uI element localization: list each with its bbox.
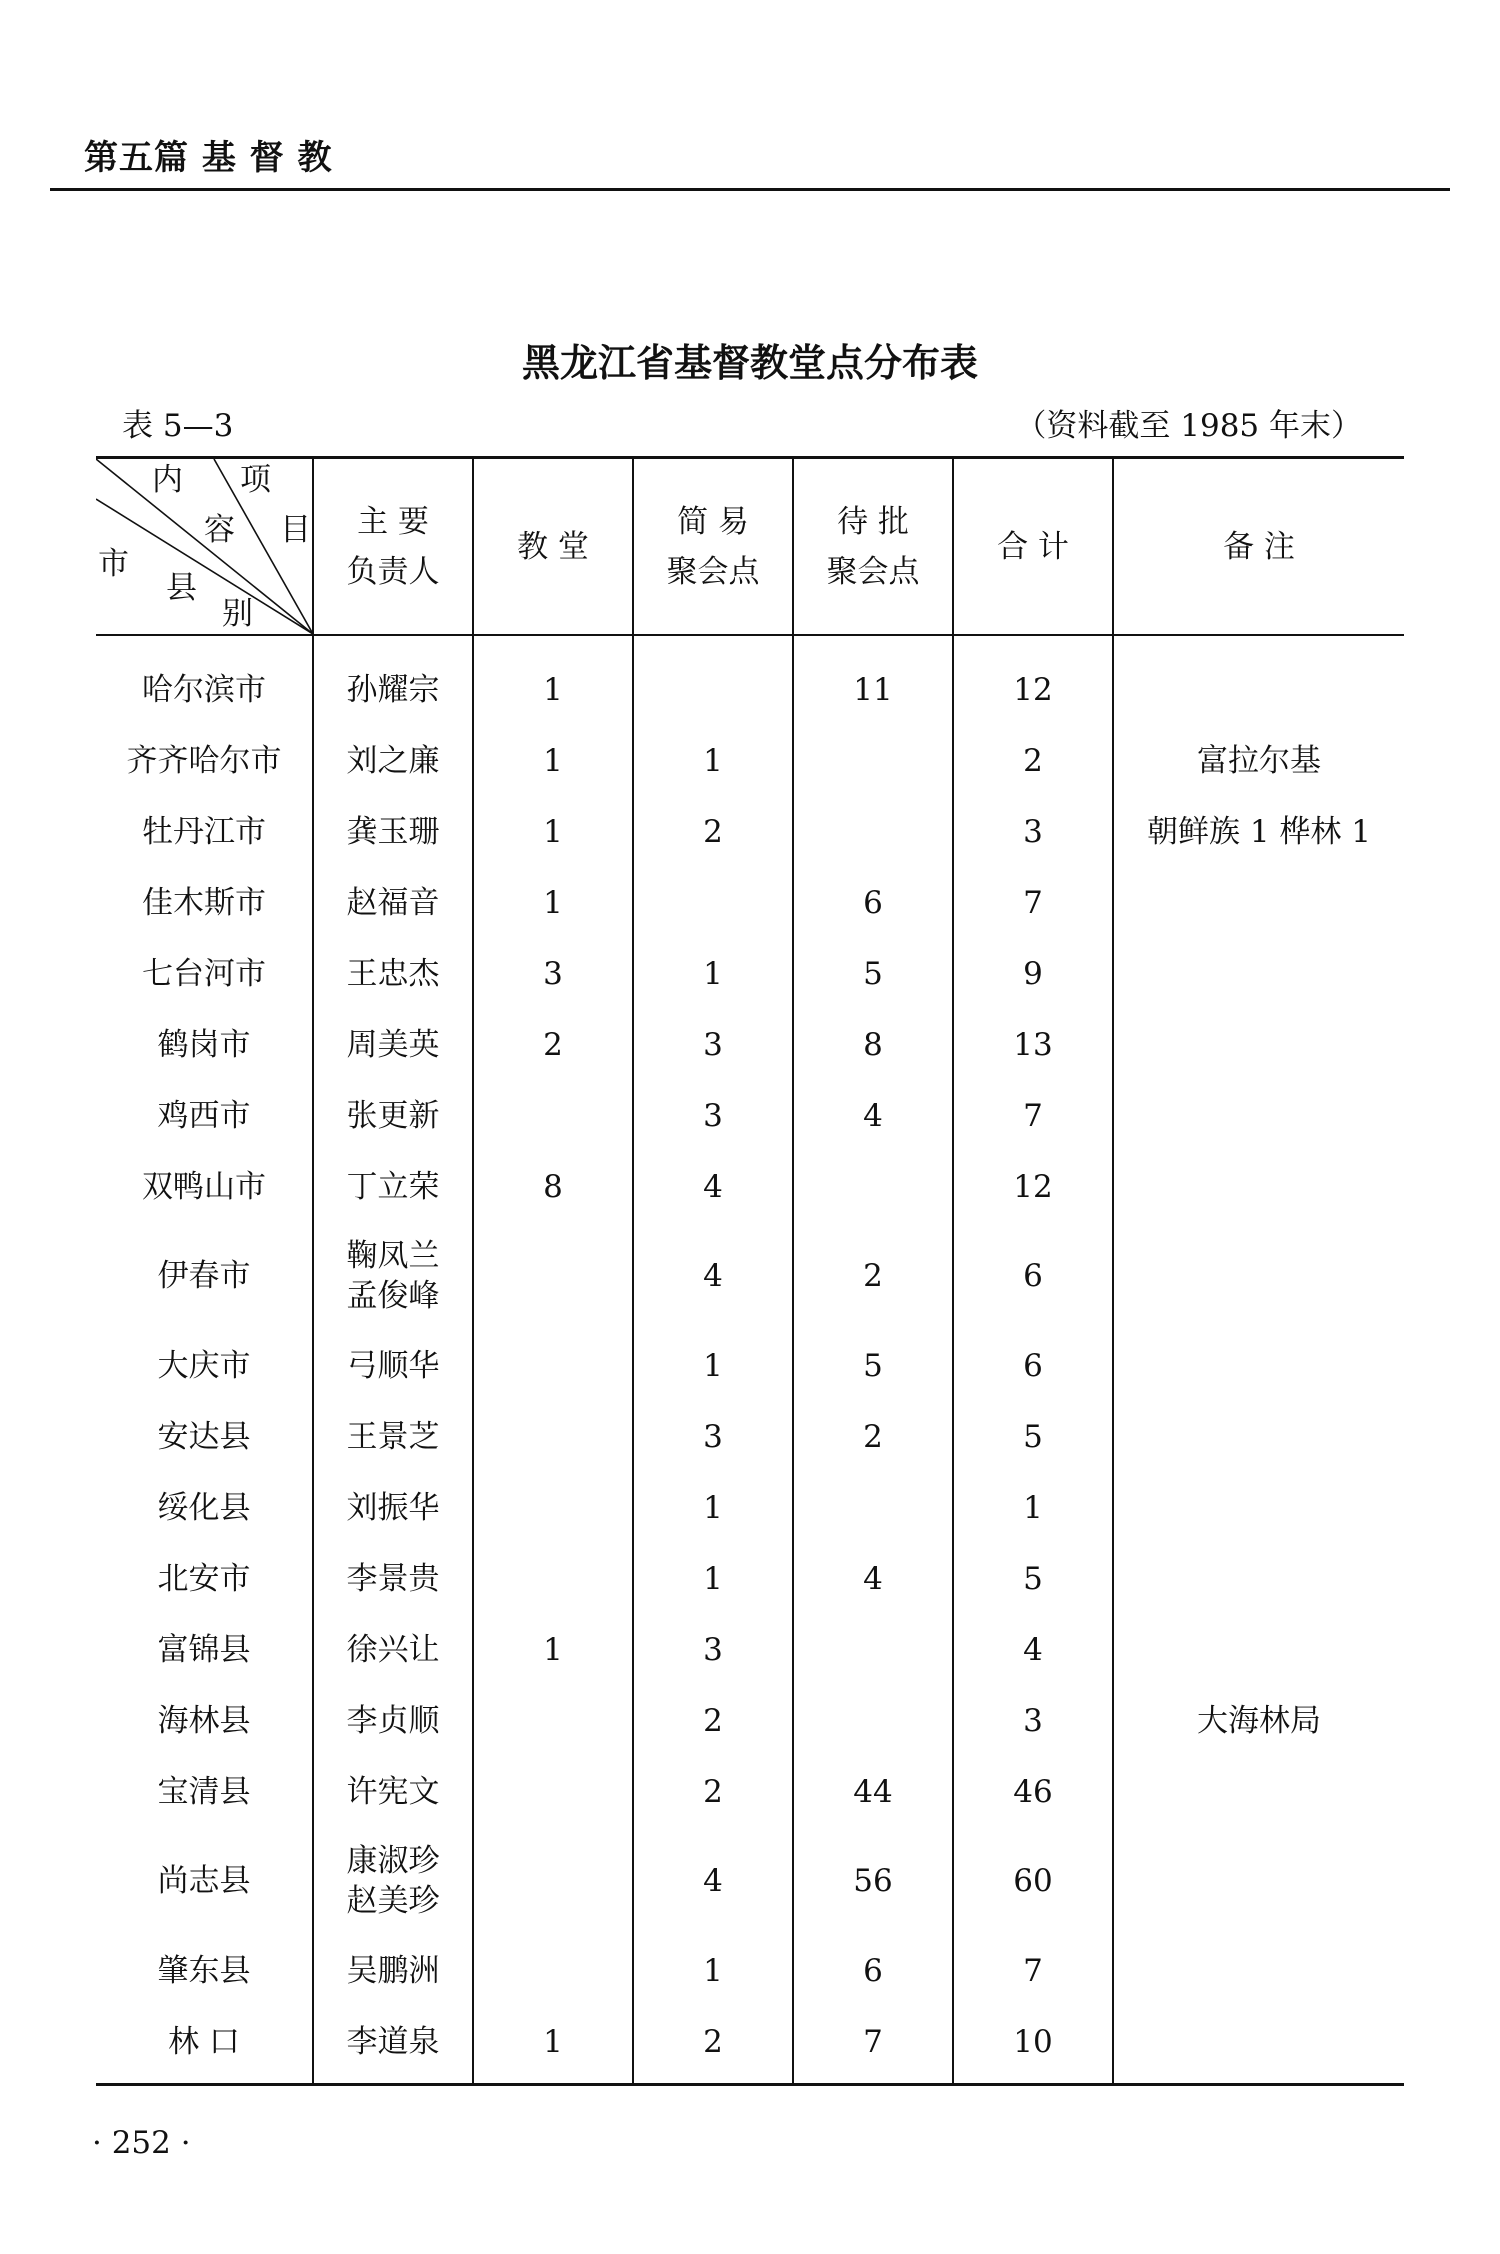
cell-church xyxy=(473,1222,633,1330)
table-row xyxy=(96,1935,1404,2006)
cell-person: 张更新 xyxy=(313,1080,473,1151)
cell-area: 鹤岗市 xyxy=(157,1026,251,1063)
cell-person-line2: 孟俊峰 xyxy=(346,1278,440,1314)
cell-total: 6 xyxy=(953,1222,1113,1330)
cell-remark xyxy=(1113,1401,1404,1472)
corner-cell xyxy=(96,458,313,636)
table-number: 表 5—3 xyxy=(122,408,234,444)
cell-total: 1 xyxy=(953,1472,1113,1543)
cell-remark xyxy=(1113,1614,1404,1685)
table-row xyxy=(96,1330,1404,1401)
cell-area: 尚志县 xyxy=(157,1863,251,1899)
cell-simple: 2 xyxy=(633,796,793,867)
page-number: · 252 · xyxy=(92,2125,191,2161)
cell-person: 周美英 xyxy=(313,1009,473,1080)
cell-simple xyxy=(633,867,793,938)
cell-pending: 4 xyxy=(793,1080,953,1151)
cell-remark xyxy=(1113,938,1404,1009)
table-row xyxy=(96,938,1404,1009)
cell-church xyxy=(473,1330,633,1401)
cell-total: 10 xyxy=(953,2006,1113,2085)
cell-area: 伊春市 xyxy=(157,1258,251,1294)
cell-church: 1 xyxy=(473,1614,633,1685)
cell-pending xyxy=(793,1151,953,1222)
cell-simple: 1 xyxy=(633,1543,793,1614)
corner-label-shi: 市 xyxy=(98,546,129,582)
distribution-table xyxy=(96,456,1404,2086)
cell-remark xyxy=(1113,1330,1404,1401)
cell-pending: 4 xyxy=(793,1543,953,1614)
cell-remark xyxy=(1113,1151,1404,1222)
table-row xyxy=(96,1614,1404,1685)
cell-remark: 富拉尔基 xyxy=(1113,725,1404,796)
cell-person-line1: 鞠凤兰 xyxy=(346,1238,440,1274)
cell-person: 徐兴让 xyxy=(313,1614,473,1685)
cell-area: 肇东县 xyxy=(157,1952,251,1989)
col-header-simple xyxy=(633,458,793,636)
cell-area: 牡丹江市 xyxy=(142,813,266,850)
table-row xyxy=(96,1756,1404,1827)
corner-label-mu: 目 xyxy=(280,512,311,548)
cell-area: 双鸭山市 xyxy=(142,1168,266,1205)
cell-person: 许宪文 xyxy=(313,1756,473,1827)
cell-pending: 2 xyxy=(793,1222,953,1330)
cell-total: 46 xyxy=(953,1756,1113,1827)
cell-area: 宝清县 xyxy=(157,1773,251,1810)
cell-simple: 1 xyxy=(633,1935,793,2006)
cell-pending xyxy=(793,1472,953,1543)
cell-person-line1: 康淑珍 xyxy=(346,1843,440,1879)
col-header-person xyxy=(313,458,473,636)
cell-simple: 3 xyxy=(633,1080,793,1151)
table-body xyxy=(96,635,1404,2085)
cell-person: 赵福音 xyxy=(313,867,473,938)
cell-total: 12 xyxy=(953,1151,1113,1222)
cell-simple: 1 xyxy=(633,1330,793,1401)
cell-simple: 4 xyxy=(633,1827,793,1935)
col-header-pending-line1: 待 批 xyxy=(837,503,909,540)
cell-area: 安达县 xyxy=(157,1418,251,1455)
cell-area: 海林县 xyxy=(157,1702,251,1739)
cell-area: 齐齐哈尔市 xyxy=(126,742,282,779)
table-row xyxy=(96,635,1404,725)
cell-area: 北安市 xyxy=(157,1560,251,1597)
cell-pending: 6 xyxy=(793,1935,953,2006)
cell-church: 8 xyxy=(473,1151,633,1222)
cell-church xyxy=(473,1685,633,1756)
corner-label-bie: 别 xyxy=(222,596,253,632)
cell-total: 7 xyxy=(953,1080,1113,1151)
cell-church: 3 xyxy=(473,938,633,1009)
cell-total: 7 xyxy=(953,1935,1113,2006)
header-rule xyxy=(50,188,1450,191)
cell-pending: 44 xyxy=(793,1756,953,1827)
cell-pending xyxy=(793,796,953,867)
cell-church: 1 xyxy=(473,796,633,867)
table-row xyxy=(96,1401,1404,1472)
corner-label-xiang: 项 xyxy=(240,462,271,498)
table-row xyxy=(96,1151,1404,1222)
cell-pending xyxy=(793,1614,953,1685)
cell-area: 绥化县 xyxy=(157,1489,251,1526)
cell-person: 吴鹏洲 xyxy=(313,1935,473,2006)
table-row xyxy=(96,1009,1404,1080)
table-title: 黑龙江省基督教堂点分布表 xyxy=(521,341,978,385)
cell-remark xyxy=(1113,2006,1404,2085)
cell-total: 3 xyxy=(953,796,1113,867)
cell-remark xyxy=(1113,1935,1404,2006)
cell-remark xyxy=(1113,1080,1404,1151)
cell-total: 7 xyxy=(953,867,1113,938)
cell-remark xyxy=(1113,867,1404,938)
corner-label-nei: 内 xyxy=(152,462,183,498)
table-row xyxy=(96,796,1404,867)
cell-person: 丁立荣 xyxy=(313,1151,473,1222)
cell-pending: 6 xyxy=(793,867,953,938)
cell-person: 弓顺华 xyxy=(313,1330,473,1401)
cell-pending: 8 xyxy=(793,1009,953,1080)
cell-remark xyxy=(1113,635,1404,725)
table-row xyxy=(96,1472,1404,1543)
cell-person: 刘振华 xyxy=(313,1472,473,1543)
col-header-remark: 备 注 xyxy=(1113,458,1404,636)
cell-person: 李景贵 xyxy=(313,1543,473,1614)
cell-simple: 3 xyxy=(633,1614,793,1685)
cell-area: 大庆市 xyxy=(157,1347,251,1384)
col-header-person-line1: 主 要 xyxy=(357,503,429,540)
col-header-pending xyxy=(793,458,953,636)
cell-area: 鸡西市 xyxy=(157,1097,251,1134)
distribution-table-wrapper xyxy=(96,456,1404,2086)
cell-total: 4 xyxy=(953,1614,1113,1685)
cell-area: 佳木斯市 xyxy=(142,884,266,921)
cell-person: 王景芝 xyxy=(313,1401,473,1472)
cell-pending xyxy=(793,725,953,796)
cell-church: 1 xyxy=(473,2006,633,2085)
header-row xyxy=(96,458,1404,636)
cell-total: 13 xyxy=(953,1009,1113,1080)
cell-pending: 56 xyxy=(793,1827,953,1935)
cell-person: 王忠杰 xyxy=(313,938,473,1009)
cell-area: 七台河市 xyxy=(142,955,266,992)
cell-total: 6 xyxy=(953,1330,1113,1401)
cell-person: 刘之廉 xyxy=(313,725,473,796)
cell-pending: 2 xyxy=(793,1401,953,1472)
cell-church xyxy=(473,1935,633,2006)
cell-total: 5 xyxy=(953,1543,1113,1614)
cell-remark: 大海林局 xyxy=(1113,1685,1404,1756)
cell-person xyxy=(313,1222,473,1330)
cell-area: 哈尔滨市 xyxy=(142,671,266,708)
table-row xyxy=(96,1222,1404,1330)
cell-church xyxy=(473,1080,633,1151)
cell-remark xyxy=(1113,1543,1404,1614)
col-header-pending-line2: 聚会点 xyxy=(826,553,920,590)
corner-label-rong: 容 xyxy=(204,512,235,548)
cell-simple: 2 xyxy=(633,2006,793,2085)
cell-total: 9 xyxy=(953,938,1113,1009)
table-row xyxy=(96,1827,1404,1935)
cell-pending: 7 xyxy=(793,2006,953,2085)
table-row xyxy=(96,1080,1404,1151)
cell-area: 林 口 xyxy=(96,2006,313,2085)
cell-church: 1 xyxy=(473,725,633,796)
col-header-person-line2: 负责人 xyxy=(346,553,440,590)
table-row xyxy=(96,725,1404,796)
table-row xyxy=(96,867,1404,938)
cell-church xyxy=(473,1472,633,1543)
col-header-simple-line1: 简 易 xyxy=(677,503,749,540)
col-header-church: 教 堂 xyxy=(473,458,633,636)
cell-total: 5 xyxy=(953,1401,1113,1472)
cell-simple xyxy=(633,635,793,725)
cell-church: 1 xyxy=(473,635,633,725)
cell-remark: 朝鲜族 1 桦林 1 xyxy=(1113,796,1404,867)
cell-remark xyxy=(1113,1756,1404,1827)
source-note: （资料截至 1985 年末） xyxy=(1015,408,1362,444)
cell-church xyxy=(473,1756,633,1827)
cell-simple: 1 xyxy=(633,725,793,796)
running-head: 第五篇 基 督 教 xyxy=(84,138,333,178)
cell-person: 李道泉 xyxy=(313,2006,473,2085)
cell-total: 12 xyxy=(953,635,1113,725)
cell-person: 孙耀宗 xyxy=(313,635,473,725)
cell-total: 60 xyxy=(953,1827,1113,1935)
cell-church xyxy=(473,1401,633,1472)
cell-simple: 1 xyxy=(633,938,793,1009)
cell-church: 1 xyxy=(473,867,633,938)
cell-person: 龚玉珊 xyxy=(313,796,473,867)
cell-pending: 5 xyxy=(793,938,953,1009)
table-header xyxy=(96,458,1404,636)
cell-simple: 2 xyxy=(633,1756,793,1827)
cell-remark xyxy=(1113,1222,1404,1330)
table-row xyxy=(96,2006,1404,2085)
col-header-total: 合 计 xyxy=(953,458,1113,636)
cell-pending: 11 xyxy=(793,635,953,725)
cell-simple: 1 xyxy=(633,1472,793,1543)
table-row xyxy=(96,1685,1404,1756)
table-row xyxy=(96,1543,1404,1614)
cell-simple: 4 xyxy=(633,1222,793,1330)
cell-pending xyxy=(793,1685,953,1756)
corner-label-xian: 县 xyxy=(166,570,197,606)
cell-total: 2 xyxy=(953,725,1113,796)
cell-church xyxy=(473,1543,633,1614)
cell-simple: 2 xyxy=(633,1685,793,1756)
cell-church xyxy=(473,1827,633,1935)
cell-remark xyxy=(1113,1472,1404,1543)
cell-church: 2 xyxy=(473,1009,633,1080)
cell-remark xyxy=(1113,1827,1404,1935)
cell-pending: 5 xyxy=(793,1330,953,1401)
cell-person xyxy=(313,1827,473,1935)
cell-area: 富锦县 xyxy=(157,1631,251,1668)
cell-simple: 3 xyxy=(633,1009,793,1080)
cell-total: 3 xyxy=(953,1685,1113,1756)
cell-simple: 4 xyxy=(633,1151,793,1222)
col-header-simple-line2: 聚会点 xyxy=(666,553,760,590)
cell-person-line2: 赵美珍 xyxy=(346,1883,440,1919)
cell-simple: 3 xyxy=(633,1401,793,1472)
cell-person: 李贞顺 xyxy=(313,1685,473,1756)
cell-remark xyxy=(1113,1009,1404,1080)
